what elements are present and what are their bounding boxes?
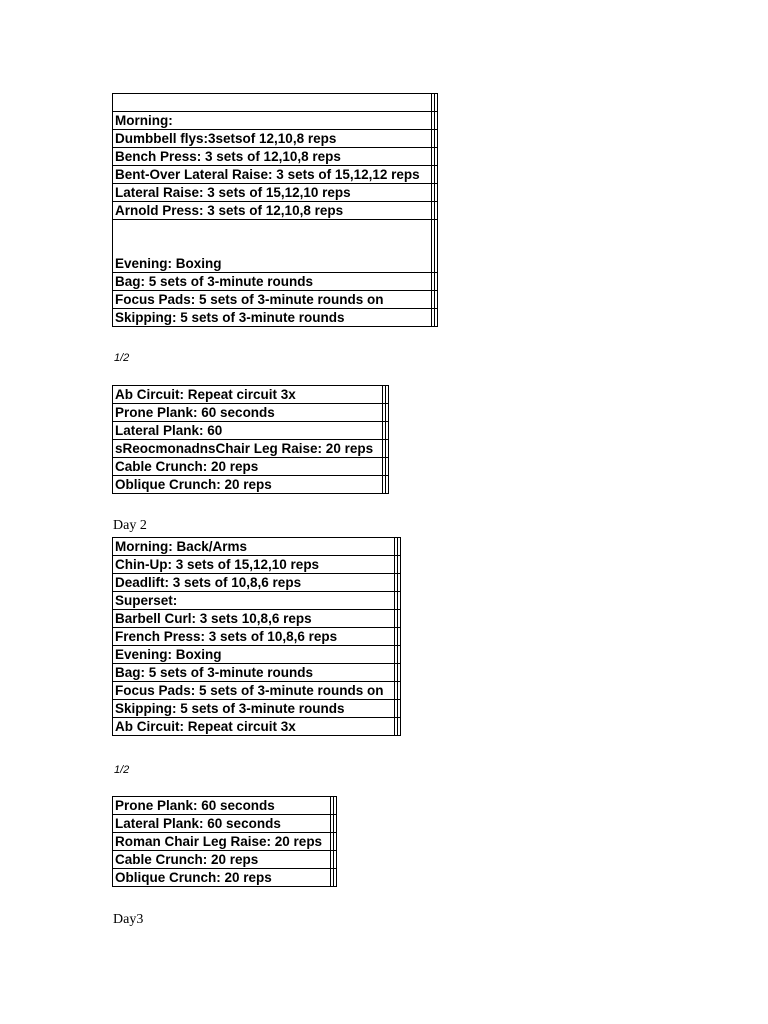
table-cell: Skipping: 5 sets of 3-minute rounds (113, 309, 432, 327)
table-cell: Evening: Boxing (113, 646, 395, 664)
table-row (113, 610, 401, 628)
table-cell: Lateral Raise: 3 sets of 15,12,10 reps (113, 184, 432, 202)
table-row (113, 291, 438, 309)
workout-table-day1-morning-evening (112, 93, 438, 327)
day-3-heading: Day3 (113, 912, 144, 927)
table-cell: Bag: 5 sets of 3-minute rounds (113, 273, 432, 291)
table-cell: Roman Chair Leg Raise: 20 reps (113, 833, 331, 851)
day-2-heading: Day 2 (113, 518, 147, 533)
table-cell: Barbell Curl: 3 sets 10,8,6 reps (113, 610, 395, 628)
page-marker: 1/2 (114, 764, 130, 776)
table-cell: Deadlift: 3 sets of 10,8,6 reps (113, 574, 395, 592)
table-cell: Superset: (113, 592, 395, 610)
table-cell: Dumbbell flys:3setsof 12,10,8 reps (113, 130, 432, 148)
table-cell: Bent-Over Lateral Raise: 3 sets of 15,12,12 reps (113, 166, 432, 184)
table-cell: Bag: 5 sets of 3-minute rounds (113, 664, 395, 682)
table-cell: Oblique Crunch: 20 reps (113, 869, 331, 887)
table-row (113, 184, 438, 202)
table-cell: Lateral Plank: 60 seconds (113, 815, 331, 833)
ab-circuit-table (112, 385, 389, 494)
table-row (113, 476, 389, 494)
table-row (113, 386, 389, 404)
table-row (113, 440, 389, 458)
table-cell: Evening: Boxing (113, 220, 432, 273)
page-marker: 1/2 (114, 352, 130, 364)
table-row (113, 309, 438, 327)
table-row (113, 166, 438, 184)
table-cell: Focus Pads: 5 sets of 3-minute rounds on (113, 682, 395, 700)
table-row (113, 202, 438, 220)
table-row (113, 538, 401, 556)
table-cell: Cable Crunch: 20 reps (113, 458, 383, 476)
ab-circuit-table-continued (112, 796, 337, 887)
table-row (113, 273, 438, 291)
table-cell: Oblique Crunch: 20 reps (113, 476, 383, 494)
table-row (113, 682, 401, 700)
table-row (113, 797, 337, 815)
table-row (113, 664, 401, 682)
table-row (113, 220, 438, 273)
table-cell: Arnold Press: 3 sets of 12,10,8 reps (113, 202, 432, 220)
table-row (113, 815, 337, 833)
table-row (113, 422, 389, 440)
table-row (113, 404, 389, 422)
table-cell: Cable Crunch: 20 reps (113, 851, 331, 869)
table-row (113, 556, 401, 574)
table-cell: Focus Pads: 5 sets of 3-minute rounds on (113, 291, 432, 309)
table-cell: Morning: Back/Arms (113, 538, 395, 556)
table-cell: French Press: 3 sets of 10,8,6 reps (113, 628, 395, 646)
table-row (113, 592, 401, 610)
table-row (113, 574, 401, 592)
table-row (113, 718, 401, 736)
table-cell: Lateral Plank: 60 (113, 422, 383, 440)
table-row (113, 628, 401, 646)
table-row (113, 94, 438, 112)
table-row (113, 851, 337, 869)
table-row (113, 869, 337, 887)
workout-table-day2 (112, 537, 401, 736)
table-row (113, 700, 401, 718)
table-row (113, 646, 401, 664)
table-cell: Prone Plank: 60 seconds (113, 404, 383, 422)
table-cell: sReocmonadnsChair Leg Raise: 20 reps (113, 440, 383, 458)
table-cell: Skipping: 5 sets of 3-minute rounds (113, 700, 395, 718)
table-cell: Prone Plank: 60 seconds (113, 797, 331, 815)
table-cell: Chin-Up: 3 sets of 15,12,10 reps (113, 556, 395, 574)
table-cell (113, 94, 432, 112)
table-row (113, 112, 438, 130)
table-cell: Ab Circuit: Repeat circuit 3x (113, 386, 383, 404)
table-cell: Morning: (113, 112, 432, 130)
table-row (113, 148, 438, 166)
table-cell: Bench Press: 3 sets of 12,10,8 reps (113, 148, 432, 166)
table-row (113, 130, 438, 148)
table-cell: Ab Circuit: Repeat circuit 3x (113, 718, 395, 736)
table-row (113, 833, 337, 851)
table-row (113, 458, 389, 476)
